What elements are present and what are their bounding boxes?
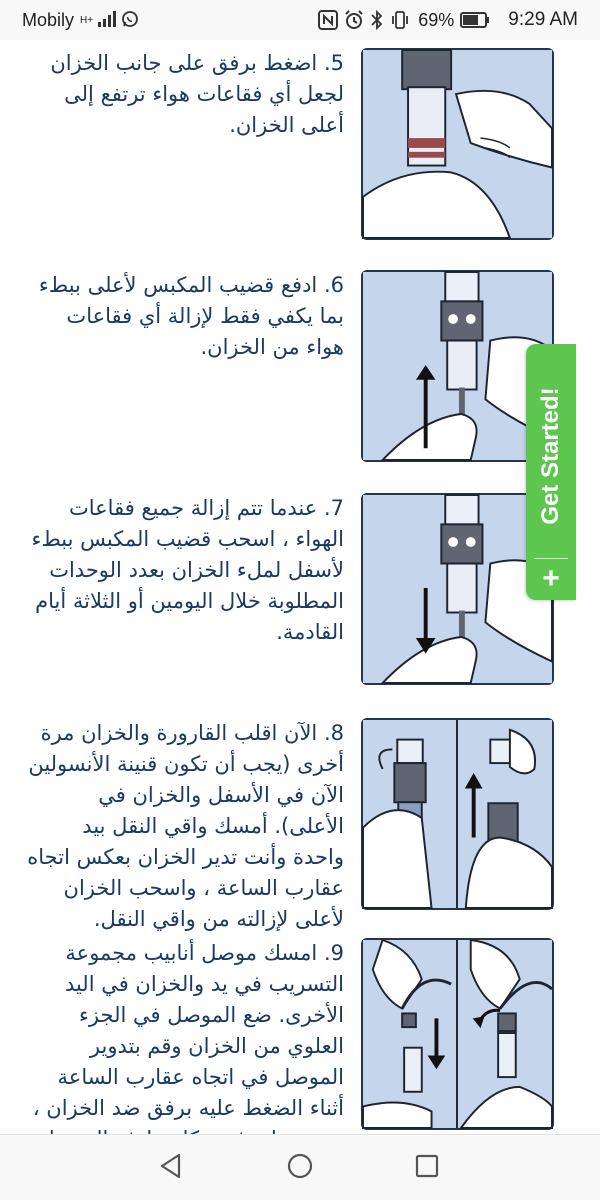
instructions-scroll-area[interactable] — [0, 40, 600, 1134]
nfc-icon — [318, 10, 338, 30]
recents-button[interactable] — [410, 1151, 444, 1185]
step-description: عندما تتم إزالة جميع فقاعات الهواء ، اسحب قضيب المكبس ببطء لأسفل لملء الخزان بعدد الوحدات المطلوبة خلال اليومين أو الثلاثة أيام القادمة. — [31, 496, 344, 644]
step-number: 6. — [323, 273, 344, 297]
step-number: 8. — [323, 721, 344, 745]
step-text — [26, 270, 344, 363]
step-9-illustration — [361, 938, 554, 1130]
step-description: امسك موصل أنابيب مجموعة التسريب في يد والخزان في اليد الأخرى. ضع الموصل في الجزء العلوي من الخزان وقم بتدوير الموصل في اتجاه عقارب الساعة أثناء الضغط عليه برفق ضد الخزان ، — [32, 941, 344, 1120]
step-5-illustration — [361, 48, 554, 240]
carrier-name: Mobily — [22, 9, 75, 30]
step-number: 7. — [323, 496, 344, 520]
clock: 9:29 AM — [508, 9, 578, 30]
step-text — [26, 718, 344, 935]
get-started-divider — [534, 558, 568, 559]
step-text — [26, 48, 344, 141]
vibrate-icon — [390, 10, 410, 30]
plus-icon[interactable]: + — [542, 562, 560, 595]
get-started-tab[interactable] — [526, 344, 576, 600]
step-number: 5. — [323, 51, 344, 75]
bluetooth-icon — [370, 10, 384, 30]
navigation-bar — [0, 1134, 600, 1200]
step-8-illustration — [361, 718, 554, 910]
network-type: H+ — [80, 14, 94, 26]
step-text — [26, 493, 344, 648]
recents-icon — [413, 1152, 441, 1184]
step-number: 9. — [323, 941, 344, 965]
step-description: ادفع قضيب المكبس لأعلى ببطء بما يكفي فقط لإزالة أي فقاعات هواء من الخزان. — [38, 273, 344, 359]
home-icon — [286, 1152, 314, 1184]
alarm-icon — [344, 10, 364, 30]
signal-icon — [97, 11, 117, 30]
step-description: الآن اقلب القارورة والخزان مرة أخرى (يجب أن تكون قنينة الأنسولين الآن في الأسفل والخزان في الأعلى). أمسك واقي النقل بيد واحدة وأنت تدير الخزان بعكس اتجاه عقارب الساعة ، واسحب الخزان لأعلى لإزالته من واقي النقل. — [27, 721, 344, 931]
battery-icon — [460, 12, 490, 28]
back-icon — [157, 1152, 185, 1184]
home-button[interactable] — [283, 1151, 317, 1185]
step-description: اضغط برفق على جانب الخزان لجعل أي فقاعات هواء ترتفع إلى أعلى الخزان. — [50, 51, 344, 137]
whatsapp-icon — [121, 10, 139, 31]
battery-percent: 69% — [418, 9, 455, 30]
status-bar — [0, 0, 600, 40]
get-started-label[interactable]: Get Started! — [537, 387, 564, 525]
step-text — [26, 938, 344, 1155]
back-button[interactable] — [154, 1151, 188, 1185]
